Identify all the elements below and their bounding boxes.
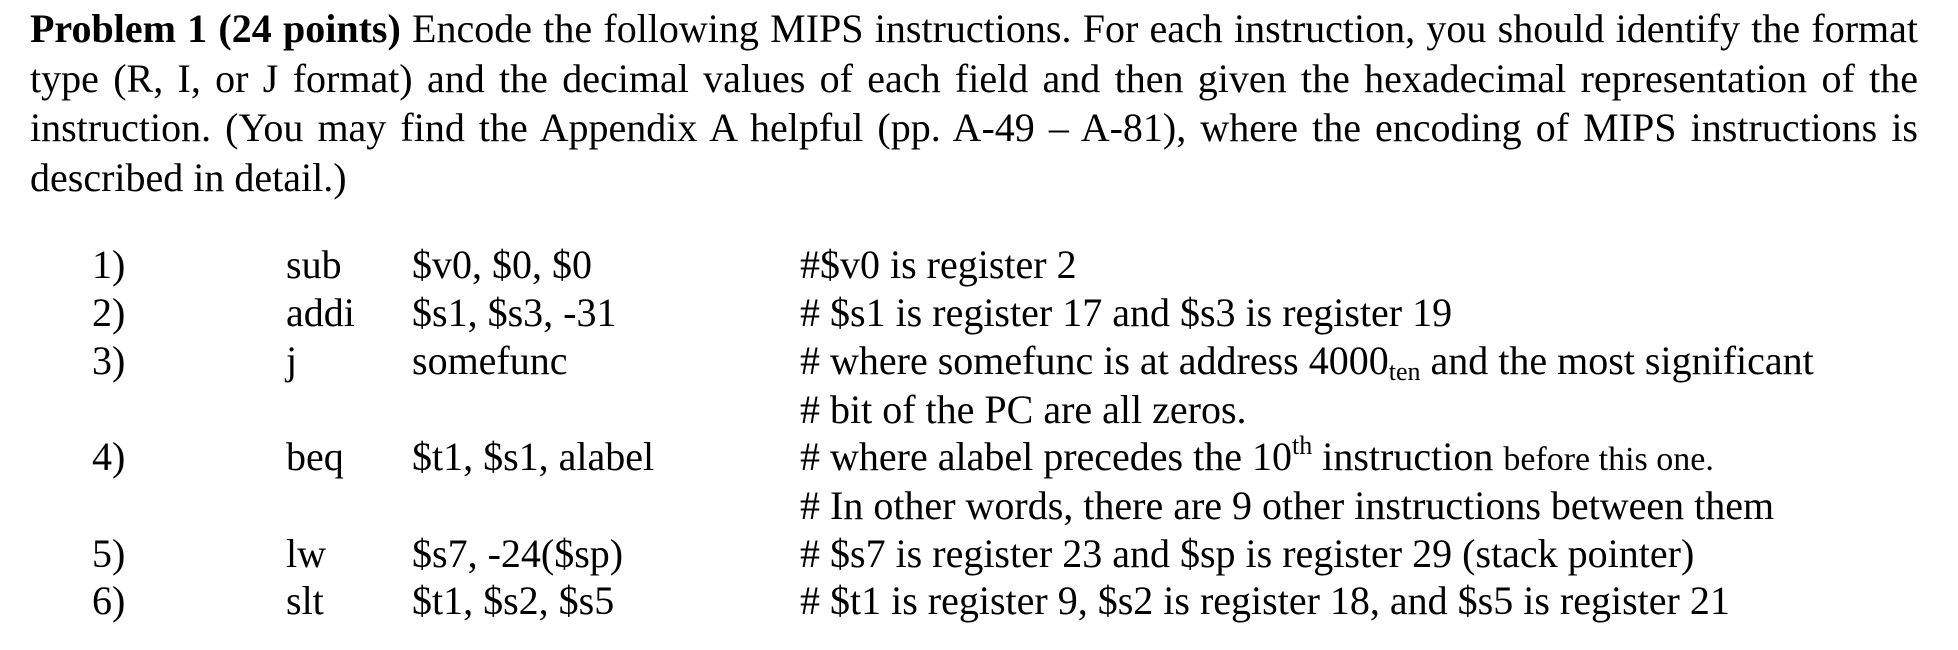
instruction-comment-continued: # bit of the PC are all zeros. <box>800 387 1247 432</box>
instruction-operands: $s1, $s3, -31 <box>412 290 617 335</box>
instruction-opcode: beq <box>286 434 344 479</box>
instruction-opcode: addi <box>286 290 355 335</box>
instruction-opcode: j <box>286 338 298 383</box>
instruction-number: 6) <box>92 578 126 623</box>
instruction-operands: $t1, $s2, $s5 <box>412 578 615 623</box>
instruction-opcode: slt <box>286 578 324 623</box>
base-subscript: ten <box>1388 357 1421 386</box>
instruction-comment-continued: # In other words, there are 9 other instructions between them <box>800 483 1775 528</box>
instruction-comment <box>800 337 1814 385</box>
instruction-operands: $t1, $s1, alabel <box>412 434 655 479</box>
instruction-operands: $v0, $0, $0 <box>412 242 592 287</box>
comment-text-small: before this one. <box>1503 441 1714 478</box>
instruction-operands: $s7, -24($sp) <box>412 531 624 576</box>
instruction-comment: # $s1 is register 17 and $s3 is register 19 <box>800 290 1453 335</box>
instruction-operands: somefunc <box>412 338 568 383</box>
instruction-comment: # $s7 is register 23 and $sp is register 29 (stack pointer) <box>800 531 1695 576</box>
comment-text: # where alabel precedes the 10 <box>800 434 1292 479</box>
instruction-opcode: lw <box>286 531 326 576</box>
comment-text: and the most significant <box>1420 338 1814 383</box>
instruction-opcode: sub <box>286 242 342 287</box>
instruction-comment: # $t1 is register 9, $s2 is register 18, and $s5 is register 21 <box>800 578 1730 623</box>
instruction-comment: #$v0 is register 2 <box>800 242 1077 287</box>
instruction-number: 2) <box>92 290 126 335</box>
comment-text: # where somefunc is at address 4000 <box>800 338 1389 383</box>
problem-text: Encode the following MIPS instructions. For each instruction, you should identify the format type (R, I, or J format) and the decimal values of each field and then given the hexadecimal representation of the instruction. (You may find the Appendix A helpful (pp. A-49 – A-81), where the encoding of MIPS instructions is described in detail.) <box>30 6 1918 200</box>
instruction-comment <box>800 433 1714 484</box>
comment-text: instruction <box>1312 434 1504 479</box>
problem-heading: Problem 1 (24 points) <box>30 6 401 51</box>
ordinal-superscript: th <box>1291 431 1313 460</box>
instruction-number: 5) <box>92 531 126 576</box>
instruction-number: 1) <box>92 242 126 287</box>
instruction-number: 4) <box>92 434 126 479</box>
instruction-number: 3) <box>92 338 126 383</box>
